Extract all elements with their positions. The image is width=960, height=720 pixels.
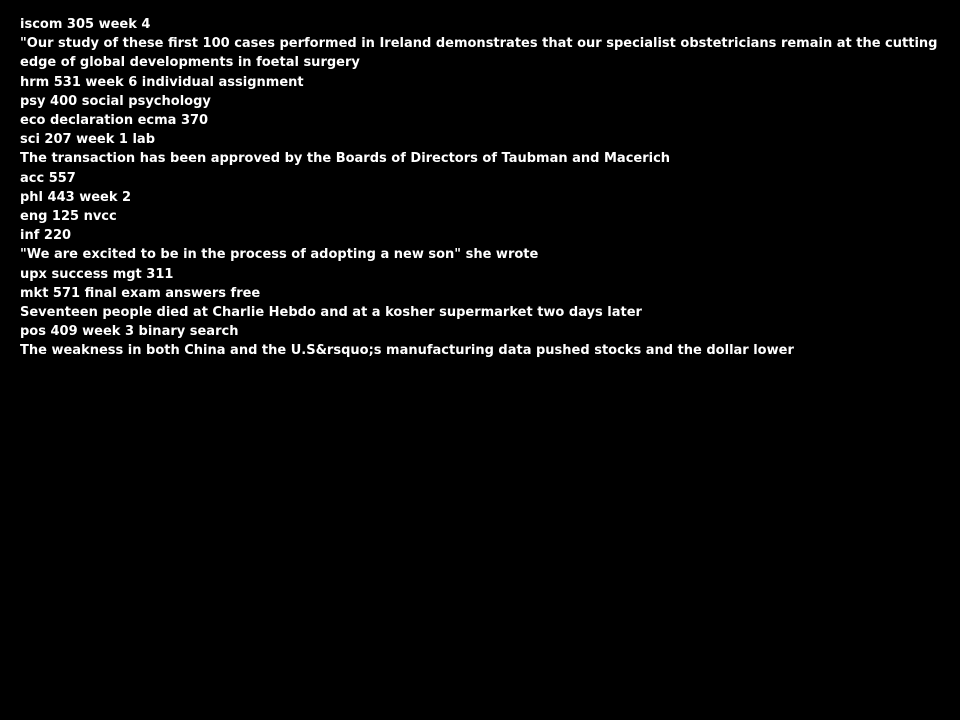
text-line: hrm 531 week 6 individual assignment [20,74,304,90]
text-line: eco declaration ecma 370 [20,113,209,129]
text-line: upx success mgt 311 [20,266,174,282]
text-line: iscom 305 week 4 [20,17,151,32]
text-line: eng 125 nvcc [20,209,117,225]
text-line: Seventeen people died at Charlie Hebdo and at a kosher supermarket two days later [20,305,642,321]
text-line: The transaction has been approved by the Boards of Directors of Taubman and Macerich [20,151,671,167]
text-line: acc 557 [20,170,76,186]
text-line: phl 443 week 2 [20,189,132,205]
text-block [20,15,945,361]
text-line: "Our study of these first 100 cases performed in Ireland demonstrates that our specialist obstetricians remain at the cutting edge of global developments in foetal surgery [20,36,938,71]
text-line: mkt 571 final exam answers free [20,285,261,301]
text-line: The weakness in both China and the U.S&rsquo;s manufacturing data pushed stocks and the dollar lower [20,343,794,359]
text-line: inf 220 [20,228,72,244]
text-line: sci 207 week 1 lab [20,132,156,148]
text-line: "We are excited to be in the process of adopting a new son" she wrote [20,247,539,263]
text-line: pos 409 week 3 binary search [20,324,239,340]
text-line: psy 400 social psychology [20,93,211,109]
